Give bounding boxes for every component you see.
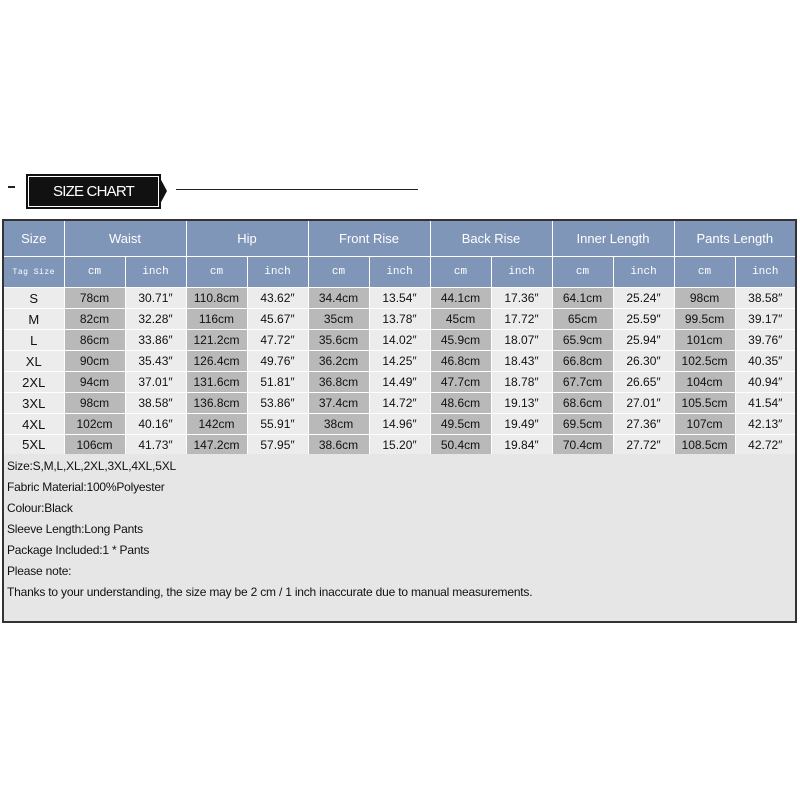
unit-inch-header: inch	[247, 257, 308, 288]
info-line: Size:S,M,L,XL,2XL,3XL,4XL,5XL	[7, 459, 176, 473]
cm-value-cell: 35cm	[308, 309, 369, 330]
inch-value-cell: 25.24″	[613, 288, 674, 309]
cm-value-cell: 70.4cm	[552, 435, 613, 456]
cm-value-cell: 105.5cm	[674, 393, 735, 414]
inch-value-cell: 40.16″	[125, 414, 186, 435]
cm-value-cell: 98cm	[674, 288, 735, 309]
measure-group-header: Inner Length	[552, 220, 674, 257]
cm-value-cell: 38cm	[308, 414, 369, 435]
inch-value-cell: 19.49″	[491, 414, 552, 435]
inch-value-cell: 18.07″	[491, 330, 552, 351]
cm-value-cell: 99.5cm	[674, 309, 735, 330]
inch-value-cell: 25.94″	[613, 330, 674, 351]
unit-cm-header: cm	[64, 257, 125, 288]
inch-value-cell: 26.30″	[613, 351, 674, 372]
inch-value-cell: 13.78″	[369, 309, 430, 330]
info-line: Thanks to your understanding, the size may be 2 cm / 1 inch inaccurate due to manual measurements.	[7, 585, 533, 599]
size-label-cell: 2XL	[3, 372, 64, 393]
size-label-cell: XL	[3, 351, 64, 372]
size-chart-banner	[28, 176, 159, 207]
inch-value-cell: 41.73″	[125, 435, 186, 456]
table-row	[3, 435, 796, 456]
table-row	[3, 330, 796, 351]
inch-value-cell: 27.72″	[613, 435, 674, 456]
header-rule	[176, 189, 418, 190]
unit-cm-header: cm	[552, 257, 613, 288]
inch-value-cell: 18.43″	[491, 351, 552, 372]
tag-size-header: Tag Size	[3, 257, 64, 288]
inch-value-cell: 40.94″	[735, 372, 796, 393]
unit-inch-header: inch	[491, 257, 552, 288]
inch-value-cell: 14.72″	[369, 393, 430, 414]
cm-value-cell: 36.8cm	[308, 372, 369, 393]
size-table	[2, 219, 797, 457]
cm-value-cell: 65cm	[552, 309, 613, 330]
cm-value-cell: 47.7cm	[430, 372, 491, 393]
table-row	[3, 414, 796, 435]
unit-cm-header: cm	[186, 257, 247, 288]
cm-value-cell: 48.6cm	[430, 393, 491, 414]
info-line: Sleeve Length:Long Pants	[7, 522, 143, 536]
cm-value-cell: 101cm	[674, 330, 735, 351]
inch-value-cell: 18.78″	[491, 372, 552, 393]
measure-group-header: Back Rise	[430, 220, 552, 257]
info-line: Colour:Black	[7, 501, 73, 515]
cm-value-cell: 82cm	[64, 309, 125, 330]
cm-value-cell: 49.5cm	[430, 414, 491, 435]
inch-value-cell: 41.54″	[735, 393, 796, 414]
unit-cm-header: cm	[308, 257, 369, 288]
inch-value-cell: 33.86″	[125, 330, 186, 351]
cm-value-cell: 37.4cm	[308, 393, 369, 414]
inch-value-cell: 14.96″	[369, 414, 430, 435]
inch-value-cell: 39.17″	[735, 309, 796, 330]
cm-value-cell: 46.8cm	[430, 351, 491, 372]
cm-value-cell: 102.5cm	[674, 351, 735, 372]
cm-value-cell: 126.4cm	[186, 351, 247, 372]
size-label-cell: M	[3, 309, 64, 330]
cm-value-cell: 65.9cm	[552, 330, 613, 351]
inch-value-cell: 51.81″	[247, 372, 308, 393]
product-info-panel	[2, 454, 797, 623]
header-dash	[8, 186, 15, 188]
inch-value-cell: 42.13″	[735, 414, 796, 435]
cm-value-cell: 44.1cm	[430, 288, 491, 309]
cm-value-cell: 94cm	[64, 372, 125, 393]
size-column-header: Size	[3, 220, 64, 257]
cm-value-cell: 69.5cm	[552, 414, 613, 435]
cm-value-cell: 45.9cm	[430, 330, 491, 351]
cm-value-cell: 116cm	[186, 309, 247, 330]
cm-value-cell: 86cm	[64, 330, 125, 351]
unit-inch-header: inch	[369, 257, 430, 288]
unit-inch-header: inch	[735, 257, 796, 288]
size-label-cell: S	[3, 288, 64, 309]
cm-value-cell: 66.8cm	[552, 351, 613, 372]
inch-value-cell: 39.76″	[735, 330, 796, 351]
info-line: Please note:	[7, 564, 72, 578]
inch-value-cell: 35.43″	[125, 351, 186, 372]
cm-value-cell: 102cm	[64, 414, 125, 435]
cm-value-cell: 50.4cm	[430, 435, 491, 456]
cm-value-cell: 104cm	[674, 372, 735, 393]
table-row	[3, 372, 796, 393]
cm-value-cell: 108.5cm	[674, 435, 735, 456]
inch-value-cell: 14.02″	[369, 330, 430, 351]
cm-value-cell: 64.1cm	[552, 288, 613, 309]
inch-value-cell: 30.71″	[125, 288, 186, 309]
inch-value-cell: 42.72″	[735, 435, 796, 456]
info-line: Package Included:1 * Pants	[7, 543, 150, 557]
inch-value-cell: 17.36″	[491, 288, 552, 309]
inch-value-cell: 37.01″	[125, 372, 186, 393]
inch-value-cell: 53.86″	[247, 393, 308, 414]
inch-value-cell: 38.58″	[735, 288, 796, 309]
cm-value-cell: 38.6cm	[308, 435, 369, 456]
table-row	[3, 309, 796, 330]
inch-value-cell: 38.58″	[125, 393, 186, 414]
cm-value-cell: 45cm	[430, 309, 491, 330]
inch-value-cell: 49.76″	[247, 351, 308, 372]
inch-value-cell: 32.28″	[125, 309, 186, 330]
inch-value-cell: 19.84″	[491, 435, 552, 456]
cm-value-cell: 106cm	[64, 435, 125, 456]
cm-value-cell: 136.8cm	[186, 393, 247, 414]
table-row	[3, 288, 796, 309]
unit-cm-header: cm	[430, 257, 491, 288]
inch-value-cell: 14.49″	[369, 372, 430, 393]
measure-group-header: Hip	[186, 220, 308, 257]
cm-value-cell: 110.8cm	[186, 288, 247, 309]
inch-value-cell: 43.62″	[247, 288, 308, 309]
inch-value-cell: 17.72″	[491, 309, 552, 330]
cm-value-cell: 90cm	[64, 351, 125, 372]
info-line: Fabric Material:100%Polyester	[7, 480, 165, 494]
size-label-cell: L	[3, 330, 64, 351]
cm-value-cell: 147.2cm	[186, 435, 247, 456]
measure-group-header: Pants Length	[674, 220, 796, 257]
banner-arrow	[159, 176, 167, 206]
cm-value-cell: 36.2cm	[308, 351, 369, 372]
size-label-cell: 4XL	[3, 414, 64, 435]
cm-value-cell: 67.7cm	[552, 372, 613, 393]
measure-group-header: Waist	[64, 220, 186, 257]
inch-value-cell: 13.54″	[369, 288, 430, 309]
inch-value-cell: 27.01″	[613, 393, 674, 414]
inch-value-cell: 26.65″	[613, 372, 674, 393]
inch-value-cell: 25.59″	[613, 309, 674, 330]
inch-value-cell: 47.72″	[247, 330, 308, 351]
measure-group-header: Front Rise	[308, 220, 430, 257]
inch-value-cell: 14.25″	[369, 351, 430, 372]
inch-value-cell: 19.13″	[491, 393, 552, 414]
cm-value-cell: 35.6cm	[308, 330, 369, 351]
inch-value-cell: 57.95″	[247, 435, 308, 456]
inch-value-cell: 45.67″	[247, 309, 308, 330]
table-row	[3, 393, 796, 414]
unit-inch-header: inch	[125, 257, 186, 288]
unit-inch-header: inch	[613, 257, 674, 288]
inch-value-cell: 55.91″	[247, 414, 308, 435]
inch-value-cell: 40.35″	[735, 351, 796, 372]
inch-value-cell: 27.36″	[613, 414, 674, 435]
cm-value-cell: 107cm	[674, 414, 735, 435]
size-label-cell: 3XL	[3, 393, 64, 414]
unit-cm-header: cm	[674, 257, 735, 288]
cm-value-cell: 68.6cm	[552, 393, 613, 414]
table-row	[3, 351, 796, 372]
cm-value-cell: 121.2cm	[186, 330, 247, 351]
size-label-cell: 5XL	[3, 435, 64, 456]
cm-value-cell: 142cm	[186, 414, 247, 435]
cm-value-cell: 98cm	[64, 393, 125, 414]
cm-value-cell: 34.4cm	[308, 288, 369, 309]
size-chart-title: SIZE CHART	[53, 183, 134, 200]
cm-value-cell: 131.6cm	[186, 372, 247, 393]
cm-value-cell: 78cm	[64, 288, 125, 309]
inch-value-cell: 15.20″	[369, 435, 430, 456]
